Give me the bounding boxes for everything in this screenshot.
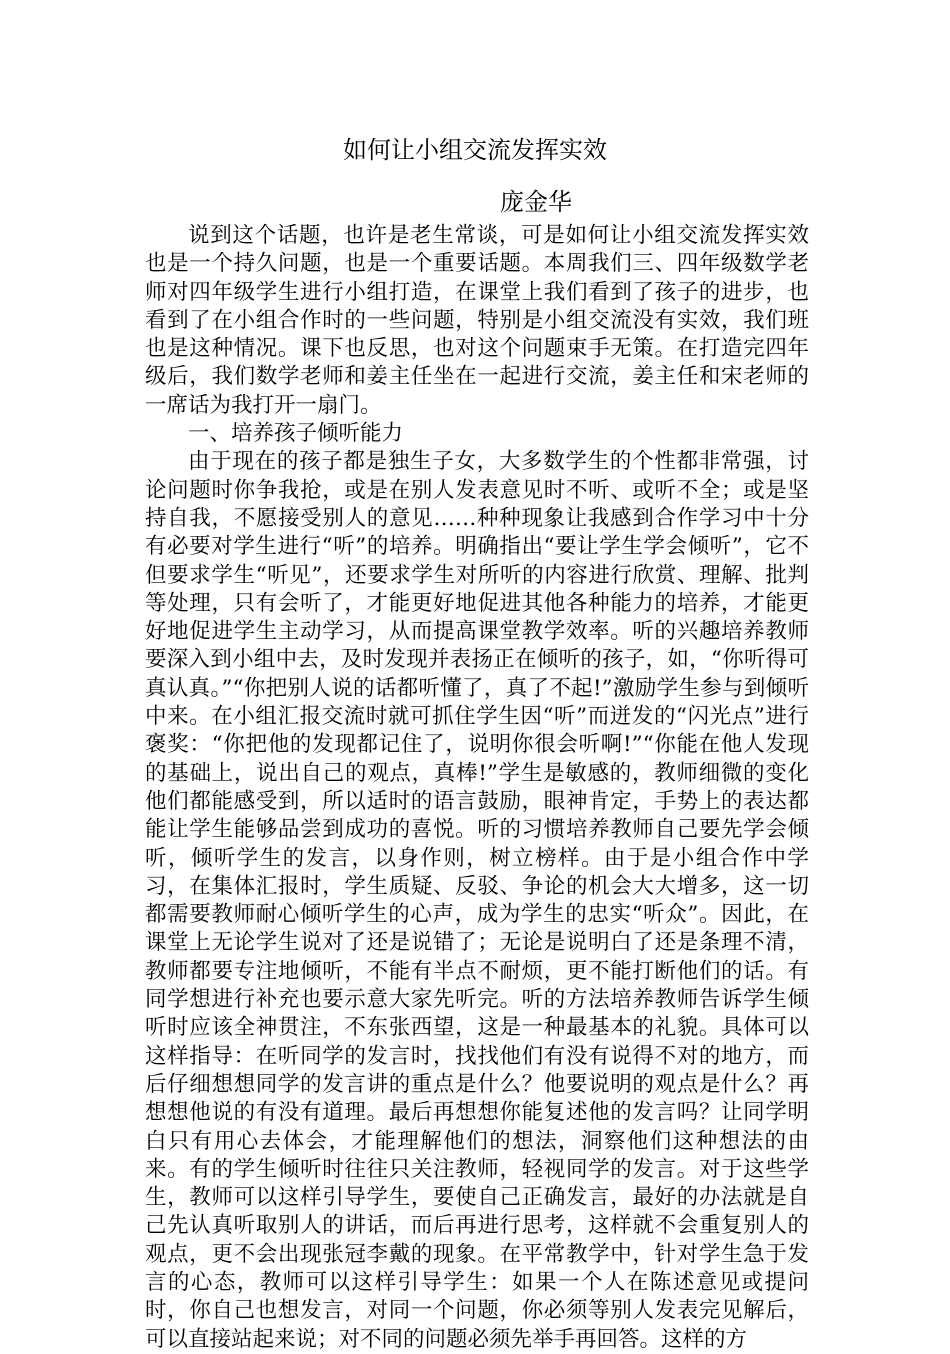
intro-paragraph: 说到这个话题，也许是老生常谈，可是如何让小组交流发挥实效也是一个持久问题，也是一个重要话题。本周我们三、四年级数学老师对四年级学生进行小组打造，在课堂上我们看到了孩子的进步，也看到了在小组合作时的一些问题，特别是小组交流没有实效，我们班也是这种情况。课下也反思，也对这个问题束手无策。在打造完四年级后，我们数学老师和姜主任坐在一起进行交流，姜主任和宋老师的一席话为我打开一扇门。 xyxy=(145,223,809,418)
section-heading: 一、培养孩子倾听能力 xyxy=(188,421,404,447)
document-author: 庞金华 xyxy=(500,188,572,216)
document-title: 如何让小组交流发挥实效 xyxy=(343,136,607,164)
section-paragraph: 由于现在的孩子都是独生子女，大多数学生的个性都非常强，讨论问题时你争我抢，或是在别人发表意见时不听、或听不全；或是坚持自我，不愿接受别人的意见……种种现象让我感到合作学习中十分有必要对学生进行“听”的培养。明确指出“要让学生学会倾听”，它不但要求学生“听见”，还要求学生对所听的内容进行欣赏、理解、批判等处理，只有会听了，才能更好地促进其他各种能力的培养，才能更好地促进学生主动学习，从而提高课堂教学效率。听的兴趣培养教师要深入到小组中去，及时发现并表扬正在倾听的孩子，如，“你听得可真认真。”“你把别人说的话都听懂了，真了不起!”激励学生参与到倾听中来。在小组汇报交流时就可抓住学生因“听”而迸发的“闪光点”进行褒奖：“你把他的发现都记住了，说明你很会听啊!”“你能在他人发现的基础上，说出自己的观点，真棒!”学生是敏感的，教师细微的变化他们都能感受到，所以适时的语言鼓励，眼神肯定，手势上的表达都能让学生能够品尝到成功的喜悦。听的习惯培养教师自己要先学会倾听，倾听学生的发言，以身作则，树立榜样。由于是小组合作中学习，在集体汇报时，学生质疑、反驳、争论的机会大大增多，这一切都需要教师耐心倾听学生的心声，成为学生的忠实“听众”。因此，在课堂上无论学生说对了还是说错了；无论是说明白了还是条理不清，教师都要专注地倾听，不能有半点不耐烦，更不能打断他们的话。有同学想进行补充也要示意大家先听完。听的方法培养教师告诉学生倾听时应该全神贯注，不东张西望，这是一种最基本的礼貌。具体可以这样指导：在听同学的发言时，找找他们有没有说得不对的地方，而后仔细想想同学的发言讲的重点是什么？他要说明的观点是什么？再想想他说的有没有道理。最后再想想你能复述他的发言吗？让同学明白只有用心去体会，才能理解他们的想法，洞察他们这种想法的由来。有的学生倾听时往往只关注教师，轻视同学的发言。对于这些学生，教师可以这样引导学生，要使自己正确发言，最好的办法就是自己先认真听取别人的讲话，而后再进行思考，这样就不会重复别人的观点，更不会出现张冠李戴的现象。在平常教学中，针对学生急于发言的心态，教师可以这样引导学生：如果一个人在陈述意见或提问时，你自己也想发言，对同一个问题，你必须等别人发表完见解后，可以直接站起来说；对不同的问题必须先举手再回答。这样的方 xyxy=(145,449,810,1352)
document-body xyxy=(145,222,809,1354)
